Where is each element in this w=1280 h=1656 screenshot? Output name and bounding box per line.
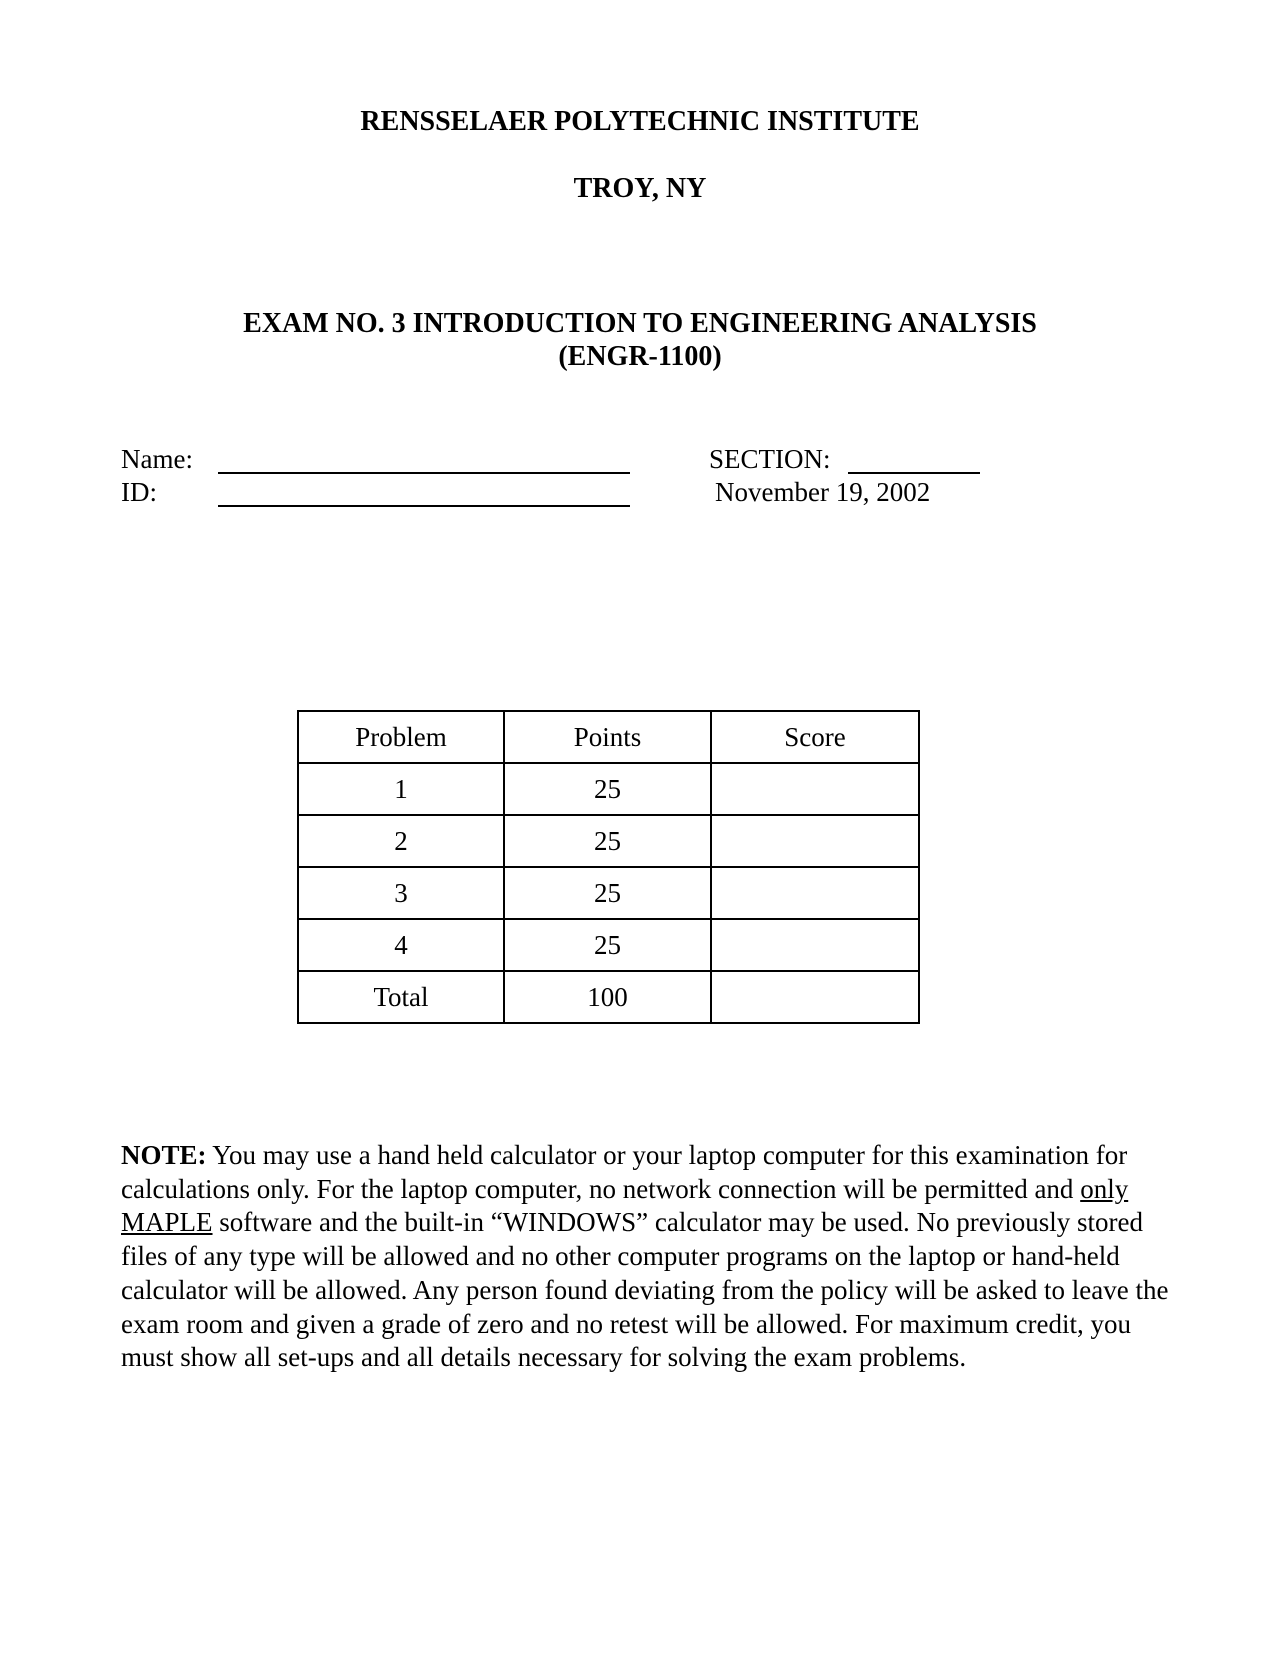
header-score: Score	[711, 711, 919, 763]
name-field[interactable]	[218, 472, 630, 474]
id-label: ID:	[121, 477, 157, 507]
institution-location: TROY, NY	[573, 173, 707, 204]
note-maple-emphasis: MAPLE	[121, 1207, 213, 1238]
problem-cell: 4	[298, 919, 504, 971]
section-field[interactable]	[848, 472, 980, 474]
note-only-emphasis: only	[1080, 1173, 1129, 1204]
exam-date: November 19, 2002	[715, 477, 931, 507]
problem-cell: 3	[298, 867, 504, 919]
total-score-cell[interactable]	[711, 971, 919, 1023]
points-cell: 25	[504, 867, 711, 919]
problem-cell: 1	[298, 763, 504, 815]
table-row	[298, 763, 919, 815]
table-row	[298, 919, 919, 971]
score-table	[297, 710, 920, 1024]
points-cell: 25	[504, 763, 711, 815]
table-row	[298, 815, 919, 867]
score-cell[interactable]	[711, 815, 919, 867]
total-points-cell: 100	[504, 971, 711, 1023]
institution-name: RENSSELAER POLYTECHNIC INSTITUTE	[360, 106, 920, 137]
section-label: SECTION:	[709, 444, 831, 474]
exam-title: EXAM NO. 3 INTRODUCTION TO ENGINEERING ANALYSIS	[243, 308, 1037, 339]
table-header-row	[298, 711, 919, 763]
name-label: Name:	[121, 444, 193, 474]
header-problem: Problem	[298, 711, 504, 763]
problem-cell: 2	[298, 815, 504, 867]
note-text-part2: software and the built-in “WINDOWS” calculator may be used. No previously stored files of any type will be allowed and no other computer programs on the laptop or hand-held calculator will be allowed. Any person found deviating from the policy will be asked to leave the exam room and given a grade of zero and no retest will be allowed. For maximum credit, you must show all set-ups and all details necessary for solving the exam problems.	[121, 1207, 1169, 1373]
score-cell[interactable]	[711, 763, 919, 815]
score-cell[interactable]	[711, 867, 919, 919]
points-cell: 25	[504, 919, 711, 971]
id-field[interactable]	[218, 505, 630, 507]
note-text-part1: You may use a hand held calculator or your laptop computer for this examination for calculations only. For the laptop computer, no network connection will be permitted and	[121, 1140, 1128, 1204]
note-label: NOTE:	[121, 1140, 207, 1170]
table-row	[298, 867, 919, 919]
total-label-cell: Total	[298, 971, 504, 1023]
points-cell: 25	[504, 815, 711, 867]
header-points: Points	[504, 711, 711, 763]
exam-note	[121, 1139, 1181, 1375]
course-code: (ENGR-1100)	[558, 341, 722, 372]
score-cell[interactable]	[711, 919, 919, 971]
table-total-row	[298, 971, 919, 1023]
